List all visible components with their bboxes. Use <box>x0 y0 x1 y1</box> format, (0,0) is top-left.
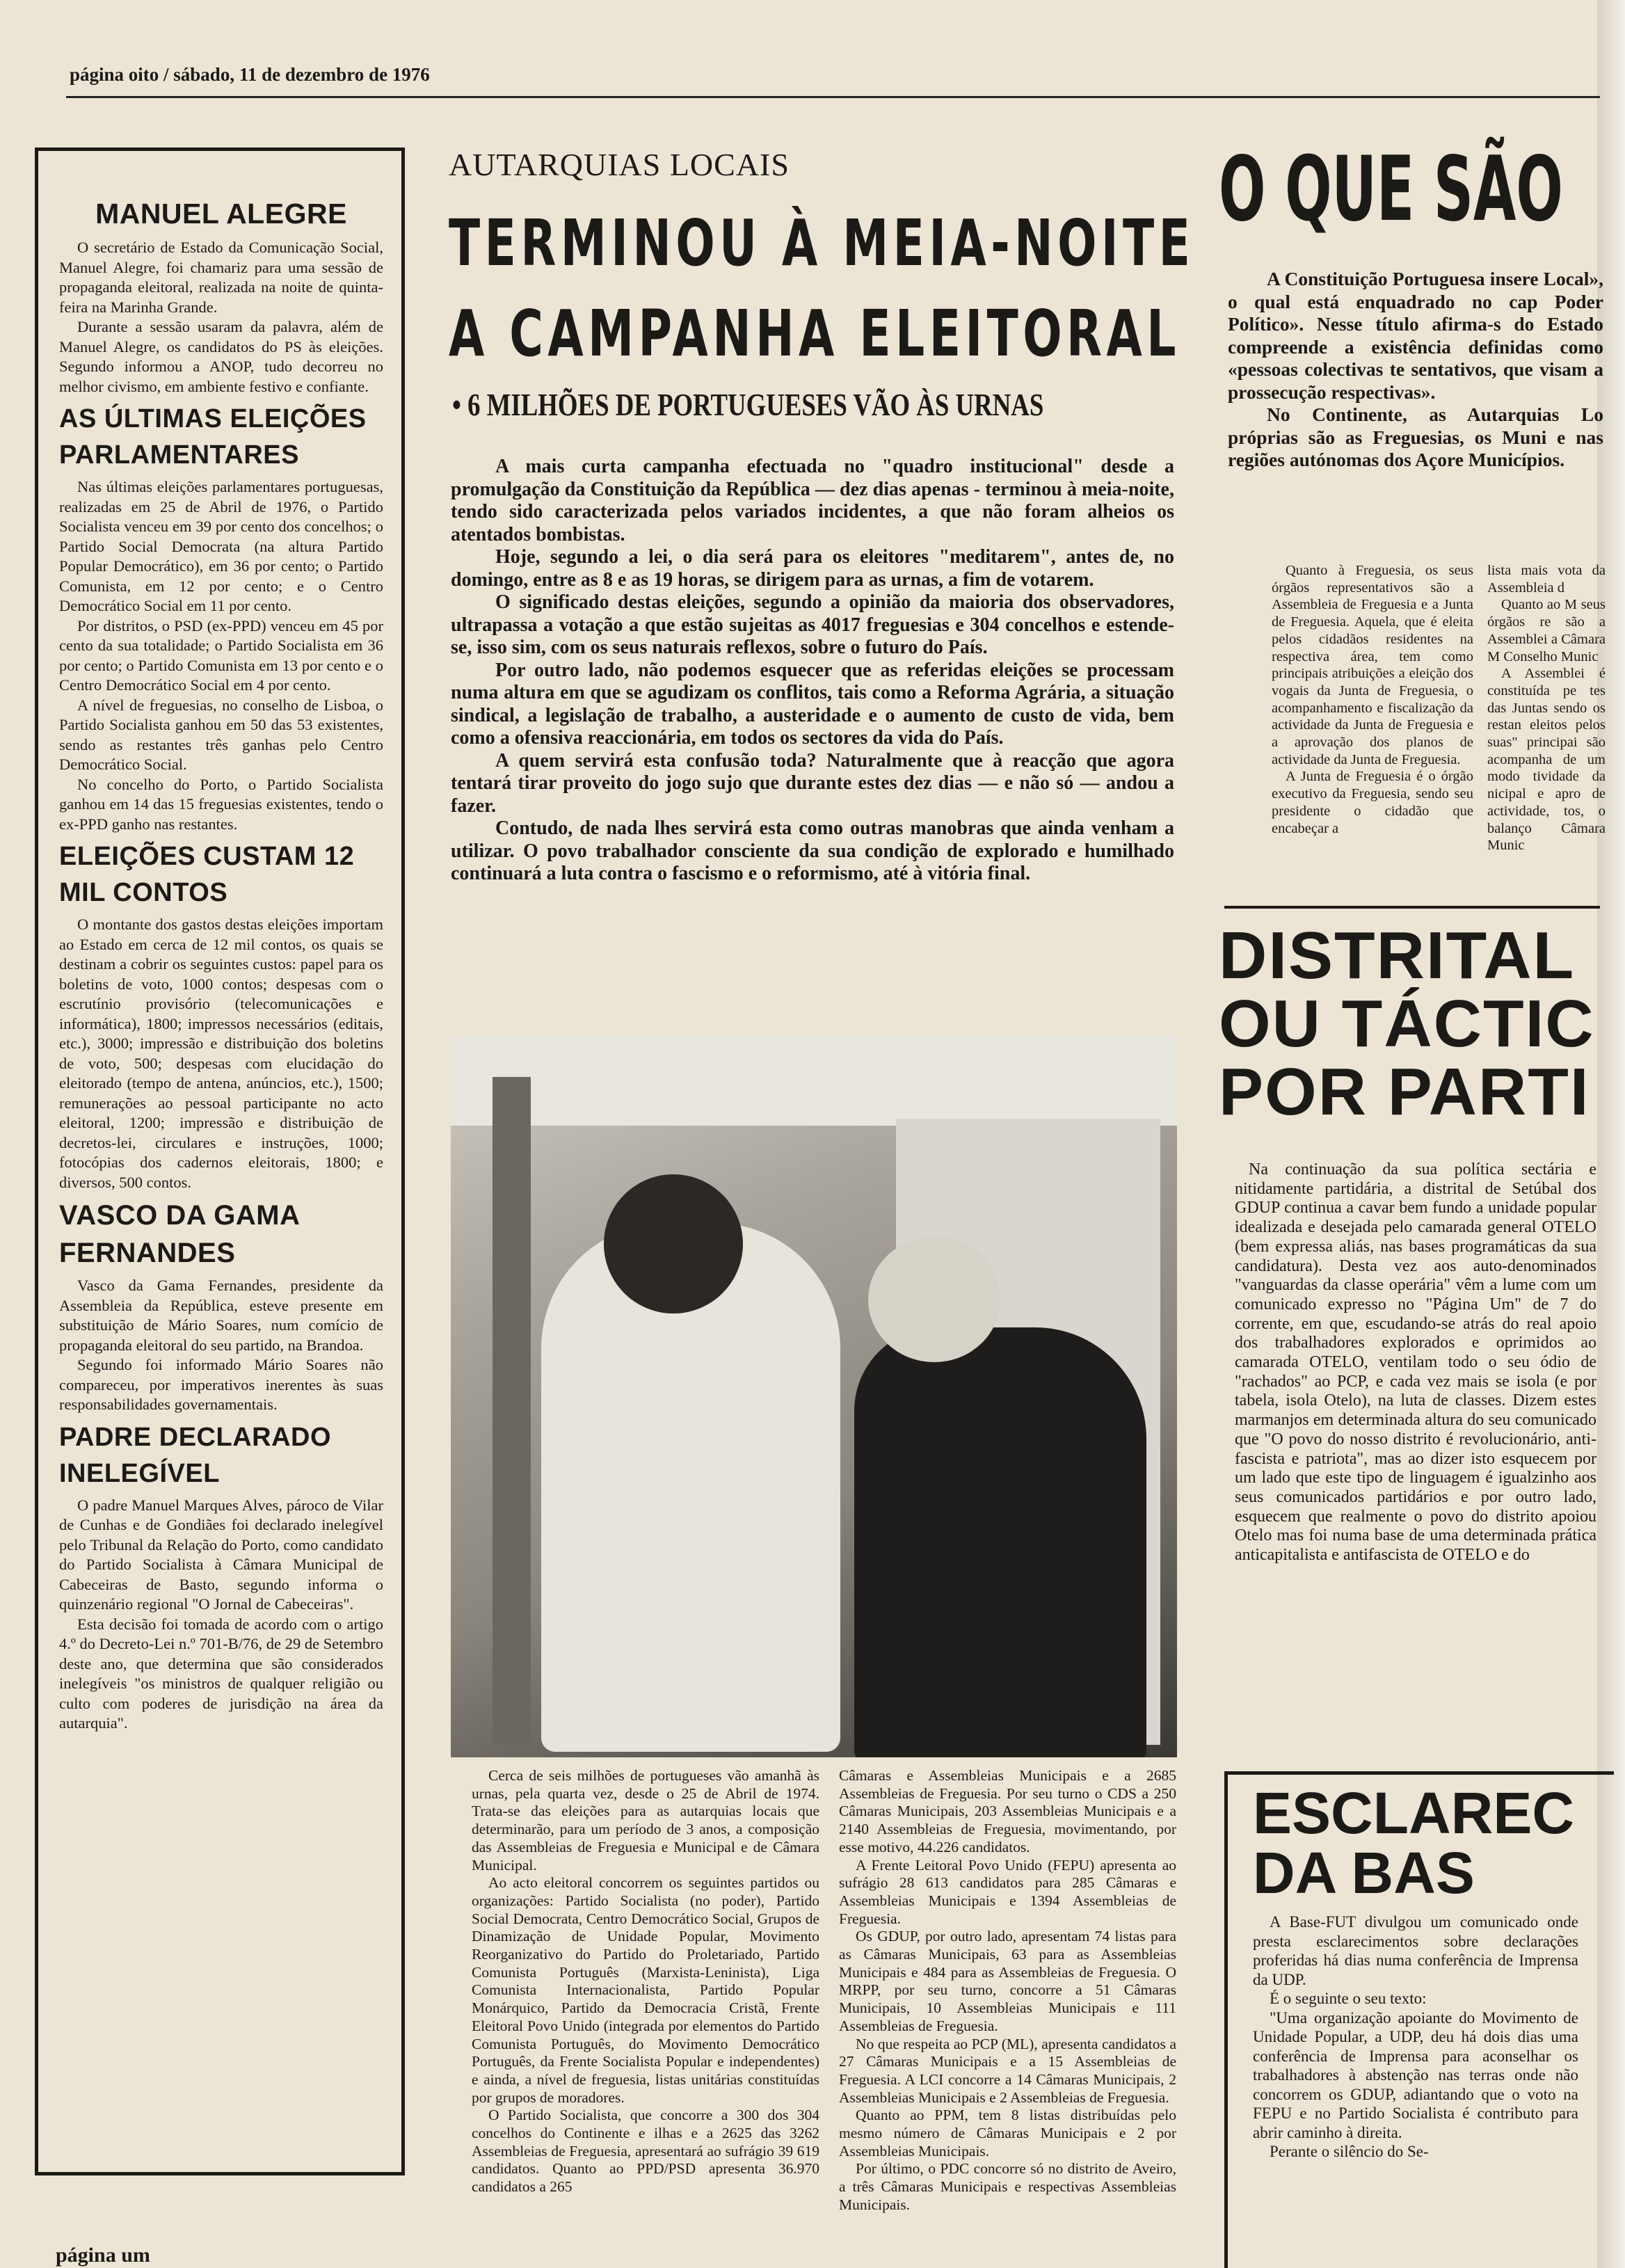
body-paragraph: Quanto ao M seus órgãos re são a Assemblei a Câmara M Conselho Munic <box>1487 597 1606 664</box>
section-paragraph: Vasco da Gama Fernandes, presidente da Assembleia da República, esteve presente em substituição de Mário Soares, num comício de propaganda eleitoral do seu partido, na Brandoa. <box>59 1277 383 1354</box>
lead-paragraph: Contudo, de nada lhes servirá esta como outras manobras que ainda venham a utilizar. O povo trabalhador consciente da sua condição de explorado e humilhado continuará a luta contra o fascismo e o reformismo, até à vitória final. <box>451 817 1174 884</box>
headline-line: DISTRITAL <box>1219 918 1576 993</box>
body-paragraph: A Junta de Freguesia é o órgão executivo da Freguesia, sendo seu presidente o cidadão que encabeçar a <box>1272 769 1473 836</box>
section-title: VASCO DA GAMA FERNANDES <box>59 1200 300 1268</box>
sidebar-section-padre <box>59 1419 383 1734</box>
body-paragraph: Câmaras e Assembleias Municipais e a 2685 Assembleias de Freguesia. Por seu turno o CDS a 250 Câmaras Municipais, 203 Assembleias Municipais e a 2140 Assembleias de Freguesia, movimentando, por esse motivo, 44.226 candidatos. <box>839 1767 1176 1855</box>
body-paragraph: A Assemblei é constituída pe tes das Juntas sendo os restan eleitos pelos suas" principai são acompanha de um modo tividade da nicipal e apro de actividade, tos, o balanço Câmara Munic <box>1487 666 1606 854</box>
box-headline <box>1253 1780 1614 1906</box>
article-headline <box>449 198 1195 379</box>
headline-line: ESCLAREC <box>1253 1780 1575 1846</box>
section-paragraph: A nível de freguesias, no conselho de Lisboa, o Partido Socialista ganhou em 50 das 53 existentes, sendo as restantes três ganhas pelo Centro Democrático Social. <box>59 696 383 773</box>
body-paragraph: Ao acto eleitoral concorrem os seguintes partidos ou organizações: Partido Socialista (no poder), Partido Social Democrata, Centro Democrático Social, Grupos de Dinamização de Unidade Popular, Movimento Reorganizativo do Partido do Proletariado, Partido Comunista Português (Marxista-Leninista), Liga Comunista Internacionalista, Partido Popular Monárquico, Partido da Democracia Cristã, Frente Eleitoral Povo Unido (integrada por elementos do Partido Comunista Português, do Movimento Democrático Português, da Frente Socialista Popular e independentes) e ainda, a nível de freguesia, listas unitárias constituídas por grupos de moradores. <box>472 1874 819 2106</box>
headline-line: OU TÁCTIC <box>1219 987 1595 1061</box>
body-paragraph: A Base-FUT divulgou um comunicado onde presta esclarecimentos sobre declarações proferidas há dias numa conferência de Imprensa da UDP. <box>1253 1913 1578 1988</box>
section-paragraph: O montante dos gastos destas eleições importam ao Estado em cerca de 12 mil contos, os quais se destinam a cobrir os seguintes custos: papel para os boletins de voto, 1000 contos; despesas com o escrutínio provisório (telecomunicações e informática), 1800; impressos necessários (editais, etc.), 3000; impressão e distribuição dos boletins de voto, 500; despesas com elucidação do eleitorado (tempo de antena, anúncios, etc.), 1500; remunerações ao pessoal participante no acto eleitoral, 1200; impressão e distribuição de decretos-lei, circulares e instruções, 1000; fotocópias dos cadernos eleitorais, 1800; e diversos, 500 contos. <box>59 916 383 1191</box>
section-title: PADRE DECLARADO INELEGÍVEL <box>59 1422 332 1488</box>
sidebar-section-eleicoes-custam <box>59 838 383 1192</box>
headline-line: POR PARTI <box>1219 1055 1590 1129</box>
body-paragraph: lista mais vota da Assembleia d <box>1487 563 1606 596</box>
right-body-column <box>1272 562 1473 837</box>
article-lead <box>451 456 1174 886</box>
body-paragraph: É o seguinte o seu texto: <box>1270 1990 1427 2007</box>
page-footer: página um <box>56 2244 150 2267</box>
section-paragraph: O padre Manuel Marques Alves, pároco de Vilar de Cunhas e de Gondiães foi declarado inelegível pelo Tribunal da Relação do Porto, como candidato do Partido Socialista à Câmara Municipal de Cabeceiras de Basto, segundo informa o quinzenário regional "O Jornal de Cabeceiras". <box>59 1496 383 1613</box>
right-body-2 <box>1235 1160 1596 1565</box>
sidebar-section-ultimas-eleicoes <box>59 401 383 834</box>
body-paragraph: Na continuação da sua política sectária e nitidamente partidária, a distrital de Setúbal dos GDUP continua a cavar bem fundo a unidade popular idealizada e desejada pelo camarada general OTELO (bem expressa aliás, nas bases programáticas da sua candidatura). Desta vez aos auto-denominados "vanguardas da classe operária" vêm a lume com um comunicado expresso no "Página Um" de 7 do corrente, em que, escudando-se atrás do real apoio dos trabalhadores explorados e oprimidos ao camarada OTELO, ventilam todo o seu ódio de "rachados" ao PCP, e cada vez mais se isola (e por tabela, isola Otelo), na luta de classes. Dizem estes marmanjos em determinada altura do seu comunicado que "O povo do nosso distrito é revolucionário, anti-fascista e patriota", mas ao dizer isto esquecem por um lado que este tipo de linguagem é igualzinho aos seus comunicados partidários e por outro lado, esquecem que realmente o povo do distrito apoiou Otelo mas foi numa base de uma determinada prática anticapitalista e antifascista de OTELO e do <box>1235 1160 1596 1565</box>
body-paragraph: Cerca de seis milhões de portugueses vão amanhã às urnas, pela quarta vez, desde o 25 de Abril de 1974. Trata-se das eleições para as autarquias locais que determinarão, para um período de 3 anos, a composição das Assembleias de Freguesia e Municipal e de Câmara Municipal. <box>472 1767 819 1874</box>
article-subhead: • 6 MILHÕES DE PORTUGUESES VÃO ÀS URNAS <box>452 387 1044 422</box>
lead-paragraph: Hoje, segundo a lei, o dia será para os eleitores "meditarem", antes de, no domingo, entre as 8 e as 19 horas, se dirigem para as urnas, a fim de votarem. <box>451 546 1174 591</box>
box-body <box>1253 1912 1578 2162</box>
body-paragraph: Quanto à Freguesia, os seus órgãos representativos são a Assembleia de Freguesia e a Junta de Freguesia. Aquela, que é eleita pelos cidadãos residentes na respectiva área, tem como principais atribuições a eleição dos vogais da Junta de Freguesia, o acompanhamento e fiscalização da actividade da Junta de Freguesia e a aprovação dos planos de actividade da Junta de Freguesia. <box>1272 563 1473 767</box>
article-kicker: AUTARQUIAS LOCAIS <box>449 147 790 182</box>
right-body-column <box>1487 562 1606 854</box>
sidebar-box <box>35 147 405 2175</box>
header-rule <box>66 96 1600 98</box>
sidebar-section-vasco-da-gama <box>59 1197 383 1415</box>
headline-line: A CAMPANHA ELEITORAL <box>449 296 1180 371</box>
lead-paragraph: A mais curta campanha efectuada no "quadro institucional" desde a promulgação da Constituição da República — dez dias apenas - terminou à meia-noite, tendo sido caracterizada pelos variados incidentes, a que não foram alheios os atentados bombistas. <box>451 456 1174 545</box>
section-divider <box>1224 906 1600 909</box>
sidebar-section-manuel-alegre <box>59 193 383 397</box>
body-paragraph: Quanto ao PPM, tem 8 listas distribuídas pelo mesmo número de Câmaras Municipais e 2 por Assembleias Municipais. <box>839 2107 1176 2159</box>
section-paragraph: No concelho do Porto, o Partido Socialista ganhou em 14 das 15 freguesias existentes, tendo o ex-PPD ganho nas restantes. <box>59 775 383 833</box>
headline-line: TERMINOU À MEIA-NOITE <box>449 206 1195 280</box>
right-box <box>1224 1771 1614 2268</box>
lead-paragraph: A quem servirá esta confusão toda? Naturalmente que à reacção que agora tentará tirar proveito do jogo sujo que durante estes dez dias — e não só — andou a fazer. <box>451 749 1174 817</box>
section-paragraph: Nas últimas eleições parlamentares portuguesas, realizadas em 25 de Abril de 1976, o Partido Socialista venceu em 39 por cento dos concelhos; o Partido Social Democrata (na altura Partido Popular Democrático), em 36 por cento; o Partido Comunista, em 12 por cento; e o Centro Democrático Social em 11 por cento. <box>59 478 383 614</box>
body-paragraph: Os GDUP, por outro lado, apresentam 74 listas para as Câmaras Municipais, 63 para as Assembleias Municipais e 484 para as Assembleias de Freguesia. O MRPP, por seu turno, concorre a 51 Câmaras Municipais, 10 Assembleias Municipais e 111 Assembleias de Freguesia. <box>839 1928 1176 2034</box>
section-title: ELEIÇÕES CUSTAM 12 MIL CONTOS <box>59 842 355 907</box>
lead-paragraph: A Constituição Portuguesa insere Local», o qual está enquadrado no cap Poder Político». Nesse título afirma-s do Estado compreende a existência definidas como «pessoas colectivas te sentativos, que visam a prossecução respectivas». <box>1228 268 1603 403</box>
article-body-column <box>472 1767 819 2196</box>
section-paragraph: Esta decisão foi tomada de acordo com o artigo 4.º do Decreto-Lei n.º 701-B/76, de 29 de Setembro deste ano, que determina que são considerados inelegíveis "os ministros de qualquer religião ou culto com poderes de jurisdição na área da autarquia". <box>59 1615 383 1732</box>
section-paragraph: O secretário de Estado da Comunicação Social, Manuel Alegre, foi chamariz para uma sessão de propaganda eleitoral, realizada na noite de quinta-feira na Marinha Grande. <box>59 239 383 316</box>
lead-paragraph: Por outro lado, não podemos esquecer que as referidas eleições se processam numa altura em que se agudizam os conflitos, tais como a Reforma Agrária, a situação sindical, a legislação de trabalho, a austeridade e o aumento de custo de vida, bem como a ofensiva reaccionária, em todos os sectores da vida do País. <box>451 659 1174 749</box>
body-paragraph: No que respeita ao PCP (ML), apresenta candidatos a 27 Câmaras Municipais e a 15 Assembleias de Freguesia. A LCI concorre a 14 Câmaras Municipais, 2 Assembleias Municipais e 2 Assembleias de Freguesia. <box>839 2035 1176 2106</box>
body-paragraph: A Frente Leitoral Povo Unido (FEPU) apresenta ao sufrágio 28 613 candidatos para 285 Câmaras e Assembleias Municipais e 1394 Assembleias de Freguesia. <box>839 1856 1176 1927</box>
section-title: MANUEL ALEGRE <box>95 198 347 230</box>
headline-line: DA BAS <box>1253 1840 1475 1906</box>
article-photo <box>451 1035 1177 1757</box>
lead-paragraph: O significado destas eleições, segundo a opinião da maioria dos observadores, ultrapassa a votação a que estão sujeitas as 4017 freguesias e 304 concelhos e estende-se, isso sim, com os seus naturais reflexos, sobre o futuro do País. <box>451 591 1174 658</box>
body-paragraph: "Uma organização apoiante do Movimento de Unidade Popular, a UDP, deu há dois dias uma conferência de Imprensa para aconselhar os trabalhadores à abstenção nas terras onde não concorrem os GDUP, adiantando que o voto na FEPU e no Partido Socialista é contributo para abrir caminho à direita. <box>1253 2009 1578 2141</box>
article-body-column <box>839 1767 1176 2214</box>
lead-paragraph: No Continente, as Autarquias Lo próprias são as Freguesias, os Muni e nas regiões autónomas dos Açore Municípios. <box>1228 404 1603 470</box>
right-headline-2 <box>1219 918 1595 1129</box>
body-paragraph: Perante o silêncio do Se- <box>1270 2143 1429 2160</box>
section-paragraph: Durante a sessão usaram da palavra, além de Manuel Alegre, os candidatos do PS às eleições. Segundo informou a ANOP, tudo decorreu no melhor civismo, em ambiente festivo e confiante. <box>59 318 383 395</box>
page-header: página oito / sábado, 11 de dezembro de 1976 <box>70 64 430 85</box>
body-paragraph: O Partido Socialista, que concorre a 300 dos 304 concelhos do Continente e ilhas e a 2625 das 3262 Assembleias de Freguesia, apresentará ao sufrágio 39 619 candidatos. Quanto ao PPD/PSD apresenta 36.970 candidatos a 265 <box>472 2107 819 2196</box>
section-paragraph: Segundo foi informado Mário Soares não compareceu, por imperativos inerentes às suas responsabilidades governamentais. <box>59 1356 383 1413</box>
right-headline: O QUE SÃO <box>1219 138 1563 241</box>
section-title: AS ÚLTIMAS ELEIÇÕES PARLAMENTARES <box>59 404 367 470</box>
section-paragraph: Por distritos, o PSD (ex-PPD) venceu em 45 por cento da sua totalidade; o Partido Socialista em 36 por cento; o Partido Comunista em 13 por cento e o Centro Democrático Social em 4 por cento. <box>59 616 383 694</box>
right-lead <box>1228 268 1603 472</box>
body-paragraph: Por último, o PDC concorre só no distrito de Aveiro, a três Câmaras Municipais e respectivas Assembleias Municipais. <box>839 2160 1176 2213</box>
